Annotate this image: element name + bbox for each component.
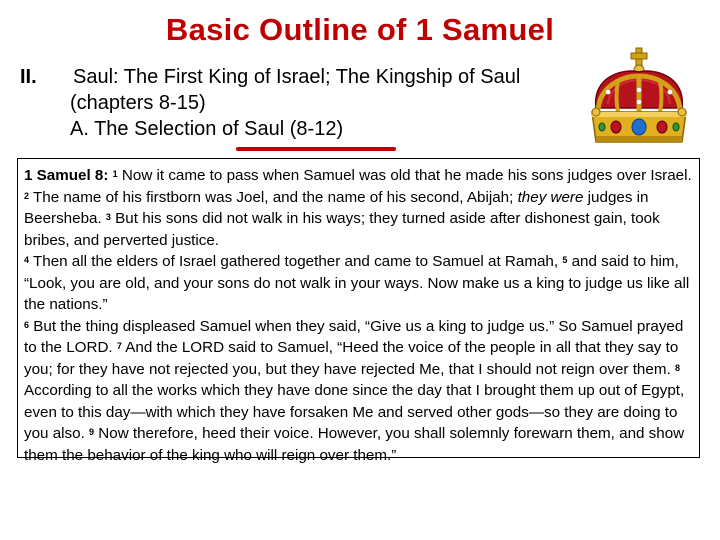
verse-number: 2: [24, 190, 30, 201]
verse-text: But his sons did not walk in his ways; they turned aside after dishonest gain, took bribes, and perverted justice.: [24, 210, 660, 249]
verse-number: 9: [89, 427, 95, 437]
verse-text: Now therefore, heed their voice. However, you shall solemnly forewarn them, and show them the behavior of the king who will reign over them.”: [24, 425, 685, 464]
crown-icon: [578, 46, 700, 156]
verse-text: Now it came to pass when Samuel was old that he made his sons judges over Israel.: [121, 167, 692, 184]
passage-reference: 1 Samuel 8:: [24, 167, 109, 184]
subpoint-underline: [236, 147, 396, 151]
outline-heading: Saul: The First King of Israel; The Kingship of Saul: [73, 66, 521, 88]
verse-number: 3: [105, 212, 111, 222]
verse-number: 1: [112, 169, 118, 179]
outline-chapters: (chapters 8-15): [70, 92, 206, 114]
slide-title: Basic Outline of 1 Samuel: [165, 12, 555, 47]
verse-italic-text: they were: [517, 188, 584, 206]
verse-number: 6: [24, 319, 30, 330]
verse-number: 8: [674, 362, 680, 373]
verse-number: 7: [116, 341, 122, 351]
verse-text: And the LORD said to Samuel, “Heed the voice of the people in all that they say to you; for they have not rejected you, but they have rejected Me, that I should not reign over them.: [24, 339, 679, 378]
verse-text: According to all the works which they have done since the day that I brought them up out of Egypt, even to this day—with which they have forsaken Me and served other gods—so they are doing to you also.: [24, 382, 685, 442]
verse-text: Then all the elders of Israel gathered together and came to Samuel at Ramah,: [32, 253, 559, 270]
scripture-passage: [17, 158, 700, 464]
verse-text: The name of his firstborn was Joel, and the name of his second, Abijah;: [32, 188, 514, 206]
outline-numeral: II.: [20, 66, 37, 88]
outline-subpoint: A. The Selection of Saul (8-12): [70, 118, 344, 140]
verse-text: But the thing displeased Samuel when they said, “Give us a king to judge us.” So Samuel prayed to the LORD.: [24, 317, 684, 356]
verse-number: 4: [24, 255, 30, 265]
verse-text: and said to him, “Look, you are old, and your sons do not walk in your ways. Now make us a king to judge us like all the nations.”: [24, 253, 690, 313]
verse-number: 5: [562, 255, 568, 265]
verse-text: judges in Beersheba.: [24, 188, 649, 227]
